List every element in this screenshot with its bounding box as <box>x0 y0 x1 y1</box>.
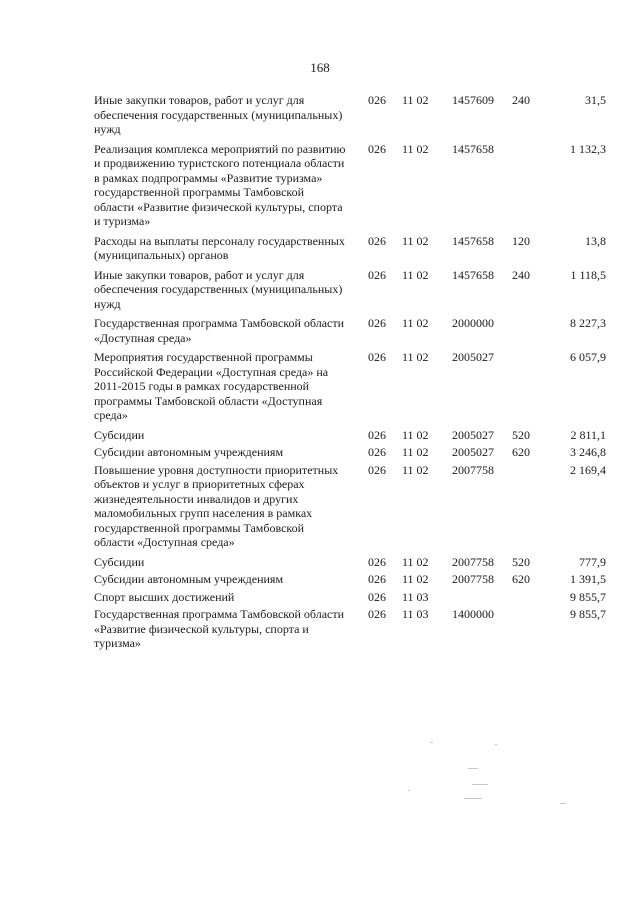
row-sum: 2 169,4 <box>570 462 606 477</box>
row-section-code: 11 02 <box>402 233 429 248</box>
row-target-code: 1457609 <box>452 93 494 107</box>
scan-speck <box>430 742 433 743</box>
row-sum: 31,5 <box>585 93 606 107</box>
row-target-code: 1457658 <box>452 233 494 248</box>
row-sum: 9 855,7 <box>570 607 606 621</box>
row-section-code: 11 02 <box>402 93 429 107</box>
row-section-code: 11 02 <box>402 572 429 586</box>
page-number: 168 <box>310 60 330 75</box>
row-admin-code: 026 <box>368 233 386 248</box>
row-admin-code: 026 <box>368 316 386 330</box>
row-admin-code: 026 <box>368 589 386 604</box>
row-name: Иные закупки товаров, работ и услуг для обеспечения государственных (муниципальных) нужд <box>94 267 343 311</box>
row-admin-code: 026 <box>368 141 386 156</box>
row-expense-type: 240 <box>512 267 530 282</box>
scan-speck <box>408 790 410 791</box>
row-target-code: 2007758 <box>452 554 494 569</box>
row-admin-code: 026 <box>368 427 386 442</box>
row-name: Субсидии <box>94 427 145 442</box>
row-section-code: 11 02 <box>402 462 429 477</box>
table-row <box>94 142 606 229</box>
table-row <box>94 445 606 460</box>
table-row <box>94 428 606 443</box>
row-section-code: 11 02 <box>402 427 429 442</box>
row-target-code: 1457658 <box>452 267 494 282</box>
row-admin-code: 026 <box>368 554 386 569</box>
table-row <box>94 316 606 345</box>
row-target-code: 2005027 <box>452 445 494 459</box>
table-row <box>94 607 606 651</box>
row-name: Иные закупки товаров, работ и услуг для обеспечения государственных (муниципальных) нужд <box>94 93 343 136</box>
row-sum: 3 246,8 <box>570 445 606 459</box>
row-expense-type: 120 <box>512 233 530 248</box>
row-name: Мероприятия государственной программы Российской Федерации «Доступная среда» на 2011-2015 годы в рамках государственной программы Тамбовской области «Доступная среда» <box>94 350 329 422</box>
row-sum: 1 118,5 <box>570 267 606 282</box>
row-expense-type: 620 <box>512 572 530 586</box>
scan-speck <box>472 784 488 785</box>
row-expense-type: 520 <box>512 427 530 442</box>
table-row <box>94 463 606 550</box>
row-target-code: 2007758 <box>452 572 494 586</box>
scan-speck <box>495 744 497 745</box>
table-row <box>94 268 606 312</box>
row-admin-code: 026 <box>368 462 386 477</box>
row-sum: 1 391,5 <box>570 572 606 586</box>
row-sum: 9 855,7 <box>570 589 606 604</box>
row-name: Повышение уровня доступности приоритетных объектов и услуг в приоритетных сферах жизнедеятельности инвалидов и других маломобильных групп населения в рамках государственной программы Тамбовской области «Доступная среда» <box>94 462 339 549</box>
scan-speck <box>560 803 566 804</box>
row-target-code: 2005027 <box>452 427 494 442</box>
table-row <box>94 590 606 605</box>
table-row <box>94 555 606 570</box>
row-admin-code: 026 <box>368 350 386 364</box>
row-name: Субсидии <box>94 554 145 569</box>
row-name: Субсидии автономным учреждениям <box>94 572 284 586</box>
row-admin-code: 026 <box>368 267 386 282</box>
row-expense-type: 620 <box>512 445 530 459</box>
scan-speck <box>468 768 478 769</box>
row-sum: 6 057,9 <box>570 350 606 364</box>
row-section-code: 11 02 <box>402 316 429 330</box>
row-admin-code: 026 <box>368 445 386 459</box>
table-row <box>94 572 606 587</box>
row-sum: 1 132,3 <box>570 141 606 156</box>
row-admin-code: 026 <box>368 607 386 621</box>
row-section-code: 11 02 <box>402 445 429 459</box>
table-row <box>94 234 606 263</box>
budget-table <box>94 93 606 656</box>
table-row <box>94 350 606 423</box>
row-section-code: 11 02 <box>402 141 429 156</box>
row-name: Субсидии автономным учреждениям <box>94 445 284 459</box>
row-target-code: 2000000 <box>452 316 494 330</box>
row-target-code: 2005027 <box>452 350 494 364</box>
row-sum: 8 227,3 <box>570 316 606 330</box>
row-expense-type: 240 <box>512 93 530 107</box>
row-sum: 2 811,1 <box>570 427 606 442</box>
row-name: Реализация комплекса мероприятий по развитию и продвижению туристского потенциала области в рамках подпрограммы «Развитие туризма» государственной программы Тамбовской области «Развитие физической культуры, спорта и туризма» <box>94 141 346 228</box>
row-section-code: 11 02 <box>402 350 429 364</box>
row-name: Спорт высших достижений <box>94 589 235 604</box>
row-admin-code: 026 <box>368 572 386 586</box>
row-name: Государственная программа Тамбовской области «Доступная среда» <box>94 316 345 345</box>
row-target-code: 2007758 <box>452 462 494 477</box>
scan-speck <box>464 798 482 799</box>
row-name: Расходы на выплаты персоналу государственных (муниципальных) органов <box>94 233 345 262</box>
row-sum: 13,8 <box>585 233 606 248</box>
row-section-code: 11 02 <box>402 267 429 282</box>
row-section-code: 11 03 <box>402 607 429 621</box>
row-section-code: 11 02 <box>402 554 429 569</box>
row-target-code: 1400000 <box>452 607 494 621</box>
row-section-code: 11 03 <box>402 589 429 604</box>
scan-artifacts <box>400 740 580 820</box>
row-target-code: 1457658 <box>452 141 494 156</box>
row-sum: 777,9 <box>579 554 606 569</box>
table-row <box>94 93 606 137</box>
row-admin-code: 026 <box>368 93 386 107</box>
row-expense-type: 520 <box>512 554 530 569</box>
row-name: Государственная программа Тамбовской области «Развитие физической культуры, спорта и туризма» <box>94 607 345 650</box>
